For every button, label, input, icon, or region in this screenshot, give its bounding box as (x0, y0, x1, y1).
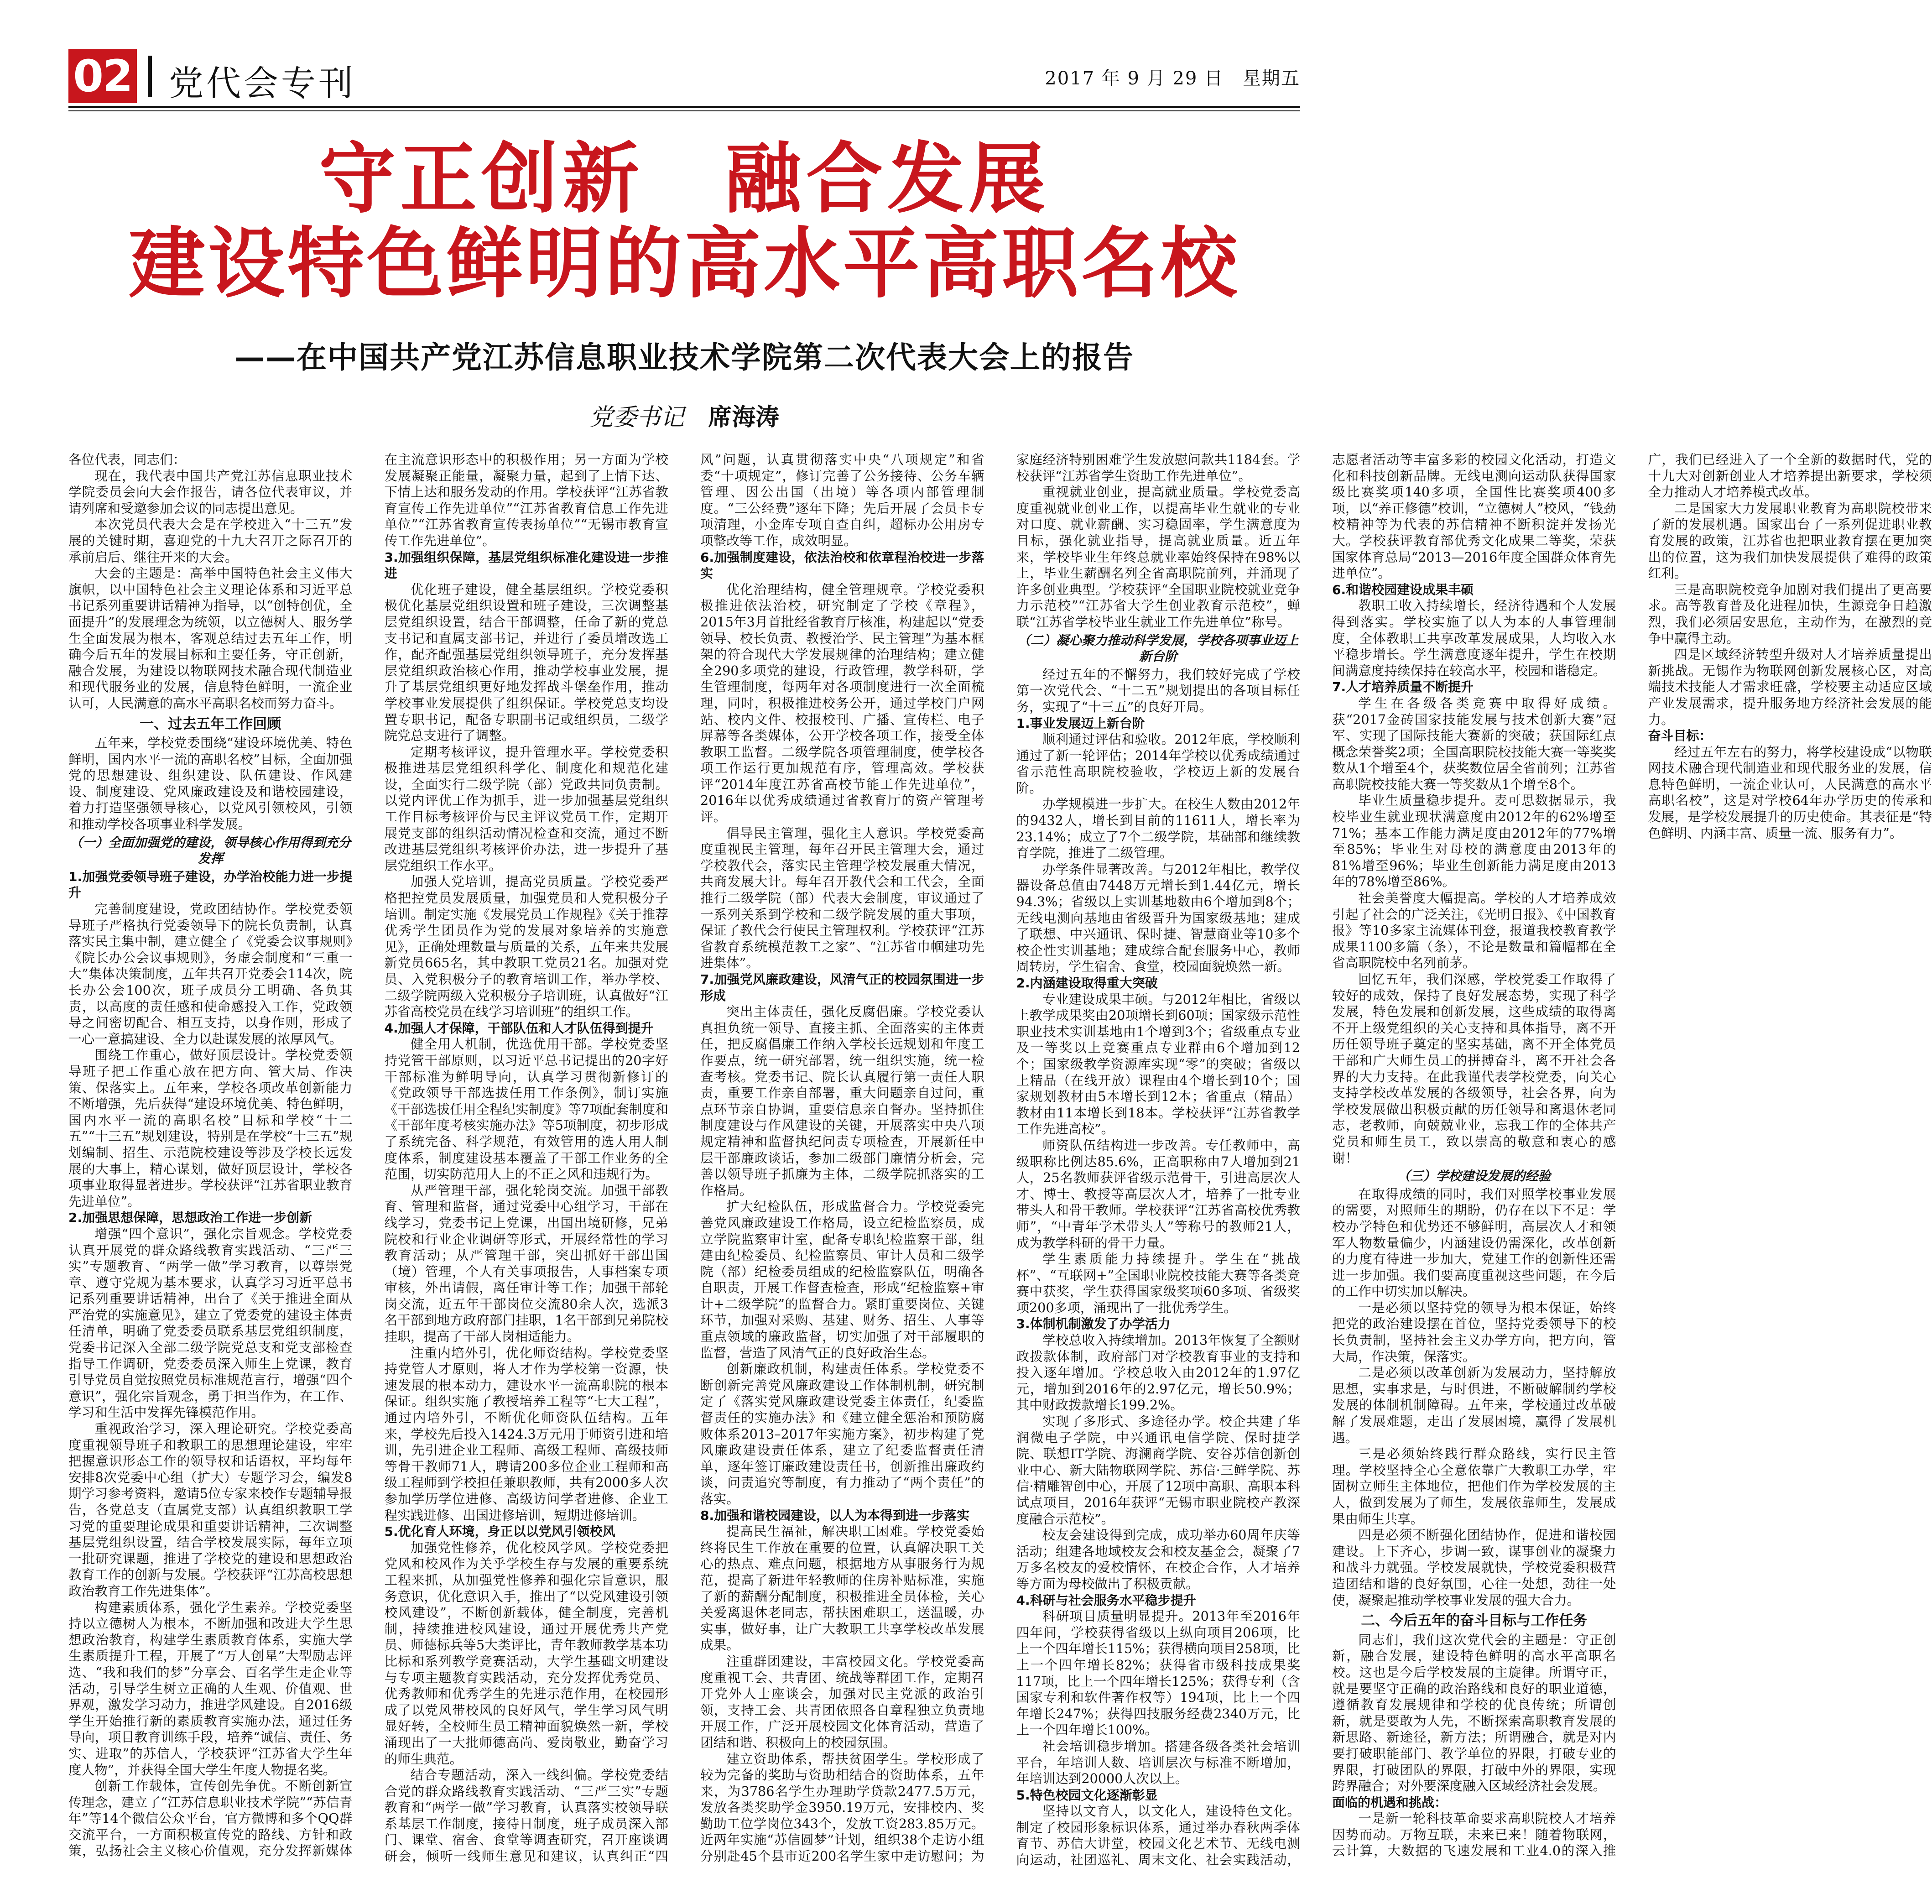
item-heading: 6.加强制度建设，依法治校和依章程治校进一步落实 (700, 549, 984, 581)
item-heading: 2.内涵建设取得重大突破 (1016, 975, 1158, 991)
paragraph: 优化治理结构，健全管理规章。学校党委积极推进依法治校，研究制定了学校《章程》，2015年3月首批经省教育厅核准，构建起以“党委领导、校长负责、教授治学、民主管理”为基本框架的符合现代大学发展规律的治理结构；建立健全290多项党的建设，行政管理，教学科研，学生管理制度，每两年对各项制度进行一次全面梳理，同时，积极推进校务公开，通过学校门户网站、校内文件、校报校刊、广播、宣传栏、电子屏幕等各类媒体，公开学校各项工作，接受全体教职工监督。二级学院各项管理制度，使学校各项工作运行更加规范有序，管理高效。学校获评“2014年度江苏省高校节能工作先进单位”，2016年以优秀成绩通过省教育厅的资产管理考评。 (700, 581, 984, 825)
paragraph: 办学规模进一步扩大。在校生人数由2012年的9432人，增长到目前的11611人，增长率为23.14%；成立了7个二级学院，基础部和继续教育学院，推进了二级管理。 (1016, 796, 1300, 861)
paragraph: 五年来，学校党委围绕“建设环境优美、特色鲜明，国内水平一流的高职名校”目标，全面加强党的思想建设、组织建设、队伍建设、作风建设、制度建设、党风廉政建设及和谐校园建设，着力打造坚强领导核心，以党风引领校风，引领和推动学校各项事业科学发展。 (68, 735, 353, 832)
author-name: 席海涛 (708, 404, 780, 431)
paragraph: 重视政治学习，深入理论研究。学校党委高度重视领导班子和教职工的思想理论建设，牢牢把握意识形态工作的领导权和话语权，平均每年安排8次党委中心组（扩大）专题学习会，编发8期学习参考资料，邀请5位专家来校作专题辅导报告，各党总支（直属党支部）认真组织教职工学习党的重要理论成果和重要讲话精神，三次调整基层党组织设置，结合学校发展实际，每年立项一批研究课题，推进了学校党的建设和思想政治教育工作的创新与发展。学校获评“江苏高校思想政治教育工作先进集体”。 (68, 1421, 353, 1599)
section-heading: 二、今后五年的奋斗目标与工作任务 (1361, 1612, 1588, 1629)
item-heading: 奋斗目标： (1648, 728, 1712, 744)
item-heading: 3.加强组织保障，基层党组织标准化建设进一步推进 (384, 549, 668, 581)
paragraph: 定期考核评议，提升管理水平。学校党委积极推进基层党组织科学化、制度化和规范化建设，全面实行二级学院（部）党政共同负责制。以党内评优工作为抓手，进一步加强基层党组织工作目标考核评价与民主评议党员工作，定期开展党支部的组织活动情况检查和交流，通过不断改进基层党组织考核评价办法，进一步提升了基层党组织工作水平。 (384, 744, 668, 873)
paragraph: 结合专题活动，深入一线纠偏。学校党委结合党的群众路线教育实践活动、“三严三实”专题教育和“两学一做”学习教育，认真落实校领导联系基层工作制度，接待日制度，班子成员深入部门、课堂、宿舍、食堂等调查研究，召开座谈调研会，倾听一线师生意见和建议，认真纠正“四风”问题，认真贯彻落实中央“八项规定”和省委“十项规定”，修订完善了公务接待、公务车辆管理、因公出国（出境）等各项内部管理制度。“三公经费”逐年下降；先后开展了会员卡专项清理，小金库专项自查自纠，超标办公用房专项整改等工作，成效明显。 (384, 452, 984, 1864)
item-heading: 5.优化育人环境，身正以以党风引领校风 (384, 1524, 615, 1539)
item-heading: 2.加强思想保障，思想政治工作进一步创新 (68, 1210, 312, 1226)
column-name: 党代会专刊 (169, 63, 356, 104)
author-role: 党委书记 (589, 404, 684, 431)
paragraph: 建立资助体系，帮扶贫困学生。学校形成了较为完备的奖助与资助相结合的资助体系，五年来，为3786名学生办理助学贷款2477.5万元，发放各类奖助学金3950.19万元，安排校内、奖勤助工位学岗位343个，发放工资283.85万元。近两年实施“苏信圆梦”计划，组织38个走访小组分别赴45个县市近200名学生家中走访慰问；为家庭经济特别困难学生发放慰问款共1184套。学校获评“江苏省学生资助工作先进单位”。 (700, 452, 1300, 1864)
subsection-heading: （三）学校建设发展的经验 (1397, 1168, 1551, 1184)
paragraph: 本次党员代表大会是在学校进入“十三五”发展的关键时期，喜迎党的十九大召开之际召开的承前启后、继往开来的大会。 (68, 516, 353, 565)
paragraph: 增强“四个意识”，强化宗旨观念。学校党委认真开展党的群众路线教育实践活动、“三严三实”专题教育、“两学一做”学习教育，以尊崇党章、遵守党规为基本要求，认真学习习近平总书记系列重要讲话精神，出台了《关于推进全面从严治党的实施意见》，建立了党委党的建设主体责任清单，明确了党委委员联系基层党组织制度，党委书记深入全部二级学院党总支和党支部检查指导工作调研，党委委员深入师生上党课，教育引导党员自觉按照党员标准规范言行，增强“四个意识”，强化宗旨观念，勇于担当作为，在工作、学习和生活中发挥先锋模范作用。 (68, 1226, 353, 1420)
item-heading: 8.加强和谐校园建设，以人为本得到进一步落实 (700, 1508, 970, 1523)
item-heading: 7.加强党风廉政建设，风清气正的校园氛围进一步形成 (700, 972, 984, 1003)
item-heading: 7.人才培养质量不断提升 (1332, 679, 1474, 695)
paragraph: 经过五年的不懈努力，我们较好完成了学校第一次党代会、“十二五”规划提出的各项目标任务，实现了“十三五”的良好开局。 (1016, 666, 1300, 715)
article-body (68, 452, 1932, 1871)
paragraph: 专业建设成果丰硕。与2012年相比，省级以上教学成果奖由20项增长到60项；国家级示范性职业技术实训基地由1个增到3个；省级重点专业及一等奖以上竞赛重点专业群由6个增加到12个；国家级教学资源库实现“零”的突破；省级以上精品（在线开放）课程由4个增长到10个；国家规划教材由5本增长到12本；省重点（精品）教材由11本增长到18本。学校获评“江苏省教学工作先进高校”。 (1016, 991, 1300, 1137)
item-heading: 5.特色校园文化逐渐彰显 (1016, 1787, 1158, 1803)
paragraph: 扩大纪检队伍，形成监督合力。学校党委完善党风廉政建设工作格局，设立纪检监察员，成立学院监察审计室，配备专职纪检监察干部，组建由纪检委员、纪检监察员、审计人员和二级学院（部）纪检委员组成的纪检监察队伍，明确各自职责，开展工作督查检查，形成“纪检监察+审计+二级学院”的监督合力。紧盯重要岗位、关键环节，加强对采购、基建、财务、招生、人事等重点领域的廉政监督，切实加强了对干部履职的监督，营造了风清气正的良好政治生态。 (700, 1199, 984, 1361)
paragraph: 完善制度建设，党政团结协作。学校党委领导班子严格执行党委领导下的院长负责制，认真落实民主集中制，建立健全了《党委会议事规则》《院长办公会议事规则》，务虚会制度和“三重一大”集体决策制度，五年共召开党委会114次，院长办公会100次，班子成员分工明确、各负其责，以高度的责任感和使命感投入工作，党政领导之间密切配合、相互支持，以身作则，形成了一心一意搞建设、全力以赴谋发展的浓厚风气。 (68, 901, 353, 1047)
paragraph: 倡导民主管理，强化主人意识。学校党委高度重视民主管理，每年召开民主管理大会，通过学校教代会，落实民主管理学校发展重大情况，共商发展大计。每年召开教代会和工代会，全面推行二级学院（部）代表大会制度，审议通过了一系列关系到学校和二级学院发展的重大事项，保证了教代会行使民主管理权利。学校获评“江苏省教育系统模范教工之家”、“江苏省巾帼建功先进集体”。 (700, 825, 984, 971)
paragraph: 三是高职院校竞争加剧对我们提出了更高要求。高等教育普及化进程加快，生源竞争日趋激烈，我们必须居安思危，主动作为，在激烈的竞争中赢得主动。 (1648, 581, 1932, 646)
paragraph: 实现了多形式、多途径办学。校企共建了华润微电子学院，中兴通讯电信学院、保时捷学院、联想IT学院、海澜商学院、安谷苏信创新创业中心、新大陆物联网学院、苏信·三鲜学院、苏信·精雕智创中心，开展了12项中高职、高职本科试点项目，2016年获评“无锡市职业院校产教深度融合示范校”。 (1016, 1414, 1300, 1527)
headline-line-1: 守正创新 融合发展 (319, 134, 1050, 224)
paragraph: 经过五年左右的努力，将学校建设成“以物联网技术融合现代制造业和现代服务业的发展，信息特色鲜明，一流企业认可，人民满意的高水平高职名校”，这是对学校64年办学历史的传承和发展，是学校发展提升的历史使命。其表征是“特色鲜明、内涵丰富、质量一流、服务有力”。 (1648, 744, 1932, 841)
paragraph: 优化班子建设，健全基层组织。学校党委积极优化基层党组织设置和班子建设，三次调整基层党组织设置，结合干部调整，任命了新的党总支书记和直属支部书记，并进行了委员增改选工作，配齐配强基层党组织领导班子，充分发挥基层党组织政治核心作用，推动学校事业发展，提升了基层党组织更好地发挥战斗堡垒作用，推动学校事业发展提供了组织保证。学校党总支均设置专职书记，配备专职副书记或组织员，二级学院党总支进行了调整。 (384, 581, 668, 744)
item-heading: 3.体制机制激发了办学活力 (1016, 1316, 1171, 1332)
paragraph: 四是必须不断强化团结协作，促进和谐校园建设。上下齐心，步调一致，谋事创业的凝聚力和战斗力就强。学校发展就快，学校党委积极营造团结和谐的良好氛围，心往一处想，劲往一处使，凝聚起推动学校事业发展的强大合力。 (1332, 1527, 1616, 1608)
paragraph: 社会培训稳步增加。搭建各级各类社会培训平台，年培训人数、培训层次与标准不断增加，年培训达到20000人次以上。 (1016, 1738, 1300, 1787)
paragraph: 毕业生质量稳步提升。麦可思数据显示，我校毕业生就业现状满意度由2012年的62%增至71%；基本工作能力满足度由2012年的77%增至85%；毕业生对母校的满意度由2013年的81%增至96%；毕业生创新能力满足度由2013年的78%增至86%。 (1332, 793, 1616, 890)
subsection-heading: （二）凝心聚力推动科学发展，学校各项事业迈上新台阶 (1017, 632, 1299, 664)
paragraph: 校友会建设得到完成，成功举办60周年庆等活动；组建各地域校友会和校友基金会，凝聚了7万多名校友的爱校情怀，在校企合作，人才培养等方面为母校做出了积极贡献。 (1016, 1527, 1300, 1591)
item-heading: 6.和谐校园建设成果丰硕 (1332, 582, 1474, 597)
byline (68, 398, 1300, 432)
paragraph: 师资队伍结构进一步改善。专任教师中，高级职称比例达85.6%，正高职称由7人增加到21人，25名教师获评省级示范骨干，引进高层次人才、博士、教授等高层次人才，培养了一批专业带头人和骨干教师。学校获评“江苏省高校优秀教师”，“中青年学术带头人”等称号的教师21人，成为教学科研的骨干力量。 (1016, 1137, 1300, 1251)
paragraph: 重视就业创业，提高就业质量。学校党委高度重视就业创业工作，以提高毕业生就业的专业对口度、就业薪酬、实习稳固率，学生满意度为目标，强化就业指导，提高就业质量。近五年来，学校毕业生年终总就业率始终保持在98%以上，毕业生薪酬名列全省高职院前列，并涌现了许多创业典型。学校获评“全国职业院校就业竞争力示范校”“江苏省大学生创业教育示范校”，蝉联“江苏省学校毕业生就业工作先进单位”称号。 (1016, 484, 1300, 630)
paragraph: 在取得成绩的同时，我们对照学校事业发展的需要，对照师生的期盼，仍存在以下不足：学校办学特色和优势还不够鲜明，高层次人才和领军人物数量偏少，内涵建设仍需深化，改革创新的力度有待进一步加大，党建工作的创新性还需进一步加强。我们要高度重视这些问题，在今后的工作中切实加以解决。 (1332, 1186, 1616, 1299)
item-heading: 面临的机遇和挑战： (1332, 1794, 1448, 1810)
paragraph: 创新工作载体，宣传创先争优。不断创新宣传理念，建立了“江苏信息职业技术学院”“苏信青年”等14个微信公众平台，官方微博和多个QQ群交流平台，一方面积极宣传党的路线、方针和政策，弘扬社会主义核心价值观，充分发挥新媒体在主流意识形态中的积极作用；另一方面为学校发展凝聚正能量，凝聚力量，起到了上情下达、下情上达和服务发动的作用。学校获评“江苏省教育宣传工作先进单位”“江苏省教育信息工作先进单位”“江苏省教育宣传表扬单位”“无锡市教育宣传工作先进单位”。 (68, 452, 668, 1859)
paragraph: 科研项目质量明显提升。2013年至2016年四年间，学校获得省级以上纵向项目206项，比上一个四年增长115%；获得横向项目258项，比上一个四年增长82%；获得省市级科技成果奖117项，比上一个四年增长125%；获得专利（含国家专利和软件著作权等）194项，比上一个四年增长247%；获得四技服务经费2340万元，比上一个四年增长100%。 (1016, 1608, 1300, 1738)
paragraph: 一是必须以坚持党的领导为根本保证，始终把党的政治建设摆在首位，坚持党委领导下的校长负责制，坚持社会主义办学方向，把方向，管大局，作决策，保落实。 (1332, 1299, 1616, 1364)
paragraph: 办学条件显著改善。与2012年相比，教学仪器设备总值由7448万元增长到1.44亿元，增长94.3%；省级以上实训基地数由6个增加到8个；无线电测向基地由省级晋升为国家级基地；建成了联想、中兴通讯、保时捷、智慧商业等10多个校企性实训基地；建成综合配套服务中心，教师周转房，学生宿舍、食堂，校园面貌焕然一新。 (1016, 861, 1300, 975)
headline-line-2: 建设特色鲜明的高水平高职名校 (129, 219, 1240, 308)
paragraph: 教职工收入持续增长，经济待遇和个人发展得到落实。学校实施了以人为本的人事管理制度，全体教职工共享改革发展成果，人均收入水平稳步增长。学生满意度逐年提升，学生在校期间满意度持续保持在较高水平，校园和谐稳定。 (1332, 598, 1616, 678)
paragraph: 顺利通过评估和验收。2012年底，学校顺利通过了新一轮评估；2014年学校以优秀成绩通过省示范性高职院校验收，学校迈上新的发展台阶。 (1016, 731, 1300, 796)
issue-date: 2017 年 9 月 29 日 星期五 (1045, 68, 1300, 89)
paragraph: 大会的主题是：高举中国特色社会主义伟大旗帜，以中国特色社会主义理论体系和习近平总书记系列重要讲话精神为指导，以“创特创优，全面提升”的发展理念为统领，以立德树人、服务学生全面发展为根本，客观总结过去五年工作，明确今后五年的发展目标和主要任务，守正创新，融合发展，为建设以物联网技术融合现代制造业和现代服务业的发展，信息特色鲜明，一流企业认可，人民满意的高水平高职名校而努力奋斗。 (68, 565, 353, 711)
paragraph: 二是必须以改革创新为发展动力，坚持解放思想，实事求是，与时俱进，不断破解制约学校发展的体制机制障碍。五年来，学校通过改革破解了发展难题，走出了发展困境，赢得了发展机遇。 (1332, 1365, 1616, 1445)
paragraph: 二是国家大力发展职业教育为高职院校带来了新的发展机遇。国家出台了一系列促进职业教育发展的政策，江苏省也把职业教育摆在更加突出的位置，这为我们加快发展提供了难得的政策红利。 (1648, 500, 1932, 581)
paragraph: 健全用人机制，优选优用干部。学校党委坚持党管干部原则，以习近平总书记提出的20字好干部标准为鲜明导向，认真学习贯彻新修订的《党政领导干部选拔任用工作条例》，制订实施《干部选拔任用全程纪实制度》等7项配套制度和《干部年度考核实施办法》等5项制度，初步形成了系统完备、科学规范，有效管用的选人用人制度体系，制度建设基本覆盖了干部工作业务的全范围，切实防范用人上的不正之风和违规行为。 (384, 1036, 668, 1182)
paragraph: 社会美誉度大幅提高。学校的人才培养成效引起了社会的广泛关注，《光明日报》、《中国教育报》等10多家主流媒体刊登，报道我校教育教学成果1100多篇（条），不论是数量和篇幅都在全省高职院校中名列前茅。 (1332, 890, 1616, 971)
paragraph: 现在，我代表中国共产党江苏信息职业技术学院委员会向大会作报告，请各位代表审议，并请列席和受邀参加会议的同志提出意见。 (68, 468, 353, 516)
paragraph: 提高民生福祉，解决职工困难。学校党委始终将民生工作放在重要的位置，认真解决职工关心的热点、难点问题，根据地方从事服务行为规范，提高了新进年轻教师的住房补贴标准，实施了新的薪酬分配制度，积极推进全员体检，关心关爱离退休老同志，帮扶困难职工，送温暖，办实事，做好事，让广大教职工共享学校改革发展成果。 (700, 1523, 984, 1653)
paragraph: 同志们，我们这次党代会的主题是：守正创新，融合发展，建设特色鲜明的高水平高职名校。这也是今后学校发展的主旋律。所谓守正，就是要坚守正确的政治路线和良好的职业道德，遵循教育发展规律和学校的优良传统；所谓创新，就是要敢为人先，不断探索高职教育发展的新思路、新途径，新方法；所谓融合，就是对内要打破职能部门、教学单位的界限，打破专业的界限，打破团队的界限，打破中外的界限，实现跨界融合；对外要深度融入区域经济社会发展。 (1332, 1632, 1616, 1794)
page-number: 02 (68, 49, 137, 103)
headline-subtitle: ——在中国共产党江苏信息职业技术学院第二次代表大会上的报告 (234, 340, 1134, 375)
masthead (68, 49, 1300, 104)
paragraph: 四是区域经济转型升级对人才培养质量提出新挑战。无锡作为物联网创新发展核心区，对高端技术技能人才需求旺盛，学校要主动适应区域产业发展需求，提升服务地方经济社会发展的能力。 (1648, 647, 1932, 727)
paragraph: 加强人党培训，提高党员质量。学校党委严格把控党员发展质量，加强党员和人党积极分子培训。制定实施《发展党员工作规程》《关于推荐优秀学生团员作为党的发展对象培养的实施意见》，正确处理数量与质量的关系，五年来共发展新党员665名，其中教职工党员21名。加强对党员、入党积极分子的教育培训工作，举办学校、二级学院两级入党积极分子培训班，认真做好“江苏省高校党员在线学习培训班”的组织工作。 (384, 874, 668, 1020)
paragraph: 加强党性修养，优化校风学风。学校党委把党风和校风作为关乎学校生存与发展的重要系统工程来抓，从加强党性修养和强化宗旨意识，服务意识，优化意识入手，推出了“以党风建设引领校风建设”，不断创新载体，健全制度，完善机制，持续推进校风建设，通过开展优秀共产党员、师德标兵等5大类评比，青年教师教学基本功比标和系列教学竞赛活动，大学生基础文明建设与专项主题教育实践活动，充分发挥优秀党员、优秀教师和优秀学生的先进示范作用，在校园形成了以党风带校风的良好风气，学生学习风气明显好转，全校师生员工精神面貌焕然一新，学校涌现出了一大批师德高尚、爱岗敬业，勤奋学习的师生典范。 (384, 1539, 668, 1767)
paragraph: 回忆五年，我们深感，学校党委工作取得了较好的成效，保持了良好发展态势，实现了科学发展，特色发展和创新发展，这些成绩的取得离不开上级党组织的关心支持和具体指导，离不开历任领导班子奠定的坚实基础，离不开全体党员干部和广大师生员工的拼搏奋斗，离不开社会各界的大力支持。在此我谨代表学校党委，向关心支持学校改革发展的各级领导，社会各界，向为学校发展做出积极贡献的历任领导和离退休老同志，老教师，向兢兢业业，忘我工作的全体共产党员和师生员工，致以崇高的敬意和衷心的感谢！ (1332, 971, 1616, 1166)
paragraph: 一是新一轮科技革命要求高职院校人才培养因势而动。万物互联，未来已来！随着物联网，云计算，大数据的飞速发展和工业4.0的深入推广，我们已经进入了一个全新的数据时代，党的十九大对创新创业人才培养提出新要求，学校须全力推动人才培养模式改革。 (1332, 452, 1932, 1859)
item-heading: 1.事业发展迈上新台阶 (1016, 715, 1145, 731)
paragraph: 围绕工作重心，做好顶层设计。学校党委领导班子把工作重心放在把方向、管大局、作决策、保落实上。五年来，学校各项改革创新能力不断增强，先后获得“建设环境优美、特色鲜明，国内水平一流的高职名校”目标和学校“十二五”“十三五”规划建设，特别是在学校“十三五”规划编制、招生、示范院校建设等涉及学校长远发展的大事上，精心谋划，做好顶层设计，学校各项事业取得显著进步。学校获评“江苏省职业教育先进单位”。 (68, 1047, 353, 1209)
item-heading: 1.加强党委领导班子建设，办学治校能力进一步提升 (68, 869, 353, 901)
paragraph: 构建素质体系，强化学生素养。学校党委坚持以立德树人为根本，不断加强和改进大学生思想政治教育，构建学生素质教育体系，实施大学生素质提升工程，开展了“万人创星”大型励志评选、“我和我们的梦”分享会、百名学生走企业等活动，引导学生树立正确的人生观、价值观、世界观，激发学习动力，推进学风建设。自2016级学生开始推行新的素质教育实施办法，通过任务导向，项目教育训练手段，培养“诚信、责任、务实、进取”的苏信人，学校获评“江苏省大学生年度人物”，并获得全国大学生年度人物提名奖。 (68, 1599, 353, 1778)
paragraph: 坚持以文育人，以文化人，建设特色文化。制定了校园形象标识体系，通过举办春秋两季体育节、苏信大讲堂，校园文化艺术节、无线电测向运动，社团巡礼、周末文化、社会实践活动，志愿者活动等丰富多彩的校园文化活动，打造文化和科技创新品牌。无线电测向运动队获得国家级比赛奖项140多项，全国性比赛奖项400多项，以“养正修德”校训，“立德树人”校风，“钱劲校精神等为代表的苏信精神不断积淀并发扬光大。学校获评教育部优秀文化成果二等奖，荣获国家体育总局“2013—2016年度全国群众体育先进单位”。 (1016, 452, 1616, 1868)
paragraph: 注重群团建设，丰富校园文化。学校党委高度重视工会、共青团、统战等群团工作，定期召开党外人士座谈会，加强对民主党派的政治引领，支持工会、共青团依照各自章程独立负责地开展工作，广泛开展校园文化体育活动，营造了团结和谐、积极向上的校园氛围。 (700, 1653, 984, 1750)
section-heading: 一、过去五年工作回顾 (140, 715, 281, 732)
paragraph: 突出主体责任，强化反腐倡廉。学校党委认真担负统一领导、直接主抓、全面落实的主体责任，把反腐倡廉工作纳入学校长远规划和年度工作要点，统一研究部署，统一组织实施，统一检查考核。党委书记、院长认真履行第一责任人职责，重要工作亲自部署，重大问题亲自过问，重点环节亲自协调，重要信息亲自督办。坚持抓住制度建设与作风建设的关键，开展落实中央八项规定精神和监督执纪问责专项检查，开展新任中层干部廉政谈话，参加二级部门廉情分析会，完善以领导班子抓廉为主体，二级学院抓落实的工作格局。 (700, 1004, 984, 1198)
masthead-divider (148, 56, 152, 97)
item-heading: 4.科研与社会服务水平稳步提升 (1016, 1592, 1196, 1608)
masthead-rule-thin (68, 110, 1300, 111)
paragraph: 三是必须始终践行群众路线，实行民主管理。学校坚持全心全意依靠广大教职工办学，牢固树立师生主体地位，把他们作为学校发展的主人，做到发展为了师生，发展依靠师生，发展成果由师生共享。 (1332, 1446, 1616, 1527)
item-heading: 4.加强人才保障，干部队伍和人才队伍得到提升 (384, 1020, 654, 1036)
paragraph: 创新廉政机制，构建责任体系。学校党委不断创新完善党风廉政建设工作体制机制，研究制定了《落实党风廉政建设党委主体责任，纪委监督责任的实施办法》和《建立健全惩治和预防腐败体系2013–2017年实施方案》，初步构建了党风廉政建设责任体系，建立了纪委监督责任清单，逐年签订廉政建设责任书，创新推出廉政约谈，问责追究等制度，有力推动了“两个责任”的落实。 (700, 1361, 984, 1507)
masthead-rule (68, 106, 1300, 108)
subsection-heading: （一）全面加强党的建设，领导核心作用得到充分发挥 (70, 835, 351, 866)
paragraph: 学生在各级各类竞赛中取得好成绩。获“2017金砖国家技能发展与技术创新大赛”冠军、实现了国际技能大赛新的突破；获国际红点概念荣誉奖2项；全国高职院校技能大赛一等奖奖数从1个增至4个，获奖数位居全省前列；江苏省高职院校技能大赛一等奖数从1个增至8个。 (1332, 695, 1616, 792)
paragraph: 学生素质能力持续提升。学生在“挑战杯”、“互联网+”全国职业院校技能大赛等各类竞赛中获奖，学生获得国家级奖项60多项、省级奖项200多项，涌现出了一批优秀学生。 (1016, 1251, 1300, 1315)
paragraph: 学校总收入持续增加。2013年恢复了全额财政拨款体制，政府部门对学校教育事业的支持和投入逐年增加。学校总收入由2012年的1.97亿元，增加到2016年的2.97亿元，增长50.9%；其中财政拨款增长199.2%。 (1016, 1332, 1300, 1413)
greeting: 各位代表，同志们： (68, 452, 186, 467)
paragraph: 从严管理干部，强化轮岗交流。加强干部教育、管理和监督，通过党委中心组学习，干部在线学习，党委书记上党课，出国出境研修，兄弟院校和行业企业调研等形式，开展经常性的学习教育活动；从严管理干部，突出抓好干部出国（境）管理，个人有关事项报告，人事档案专项审核，外出请假，离任审计等工作；加强干部轮岗交流，近五年干部岗位交流80余人次，选派3名干部到地方政府部门挂职，1名干部到兄弟院校挂职，提高了干部人岗相适能力。 (384, 1182, 668, 1345)
paragraph: 注重内培外引，优化师资结构。学校党委坚持党管人才原则，将人才作为学校第一资源，快速发展的根本动力，建设水平一流高职院的根本保证。组织实施了教授培养工程等“七大工程”，通过内培外引，不断优化师资队伍结构。五年来，学校先后投入1424.3万元用于师资引进和培训，先引进企业工程师、高级工程师、高级技师等骨干教师71人，聘请200多位企业工程师和高级工程师到学校担任兼职教师，共有2000多人次参加学历学位进修、高级访问学者进修、企业工程实践进修、出国进修培训，短期进修培训。 (384, 1345, 668, 1523)
